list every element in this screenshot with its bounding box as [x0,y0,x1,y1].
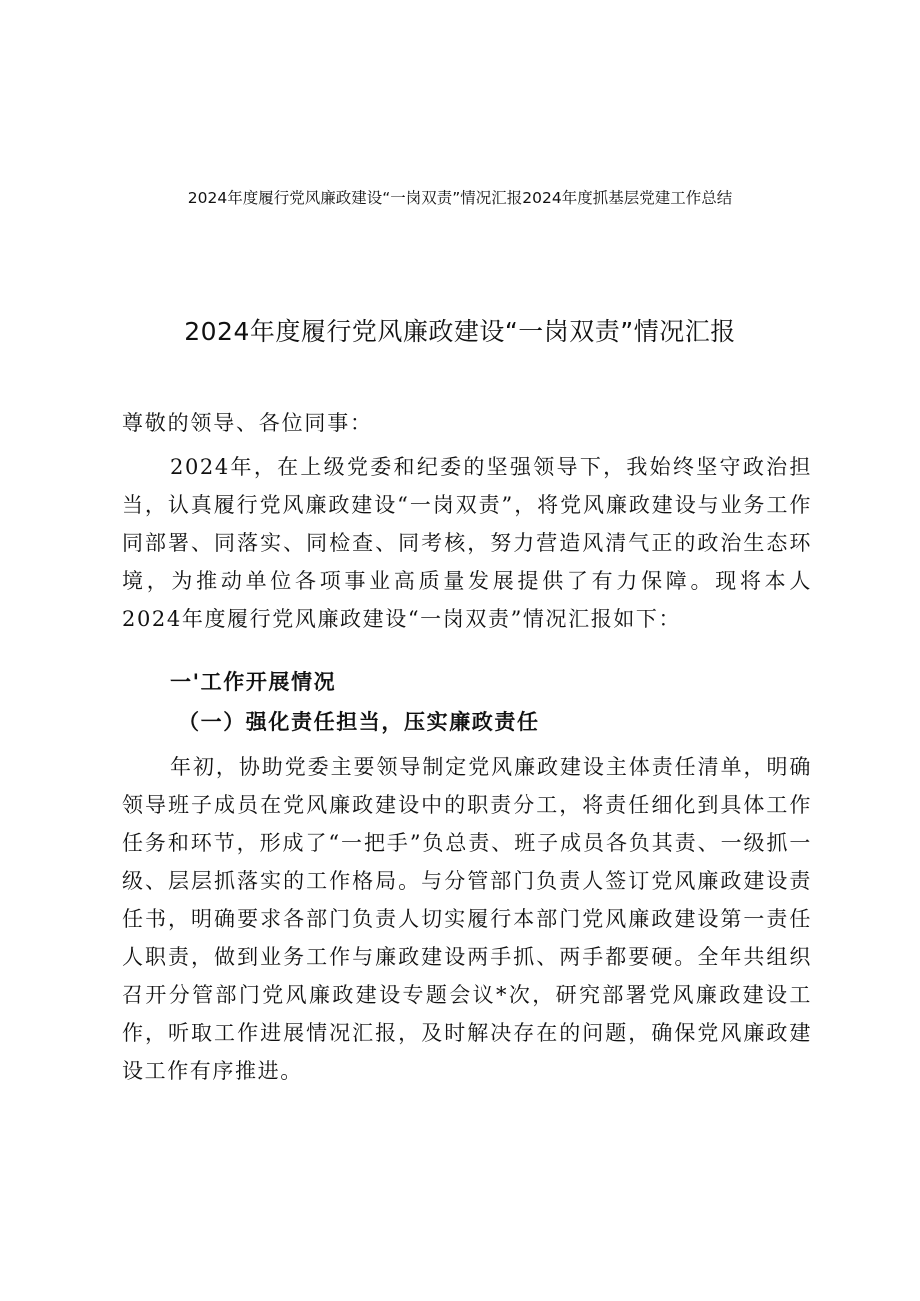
section-heading: 一'工作开展情况 [170,669,337,694]
intro-paragraph: 2024年，在上级党委和纪委的坚强领导下，我始终坚守政治担当，认真履行党风廉政建设“一岗双责”，将党风廉政建设与业务工作同部署、同落实、同检查、同考核，努力营造风清气正的政治生态环境，为推动单位各项事业高质量发展提供了有力保障。现将本人2024年度履行党风廉政建设“一岗双责”情况汇报如下： [122,455,812,631]
document-title: 2024年度履行党风廉政建设“一岗双责”情况汇报 [184,317,736,346]
salutation: 尊敬的领导、各位同事： [122,411,373,435]
sub-heading: （一）强化责任担当，压实廉政责任 [178,709,540,734]
body-paragraph: 年初，协助党委主要领导制定党风廉政建设主体责任清单，明确领导班子成员在党风廉政建设中的职责分工，将责任细化到具体工作任务和环节，形成了“一把手”负总责、班子成员各负其责、一级抓一级、层层抓落实的工作格局。与分管部门负责人签订党风廉政建设责任书，明确要求各部门负责人切实履行本部门党风廉政建设第一责任人职责，做到业务工作与廉政建设两手抓、两手都要硬。全年共组织召开分管部门党风廉政建设专题会议*次，研究部署党风廉政建设工作，听取工作进展情况汇报，及时解决存在的问题，确保党风廉政建设工作有序推进。 [122,755,812,1083]
document-header-line: 2024年度履行党风廉政建设“一岗双责”情况汇报2024年度抓基层党建工作总结 [187,189,733,207]
